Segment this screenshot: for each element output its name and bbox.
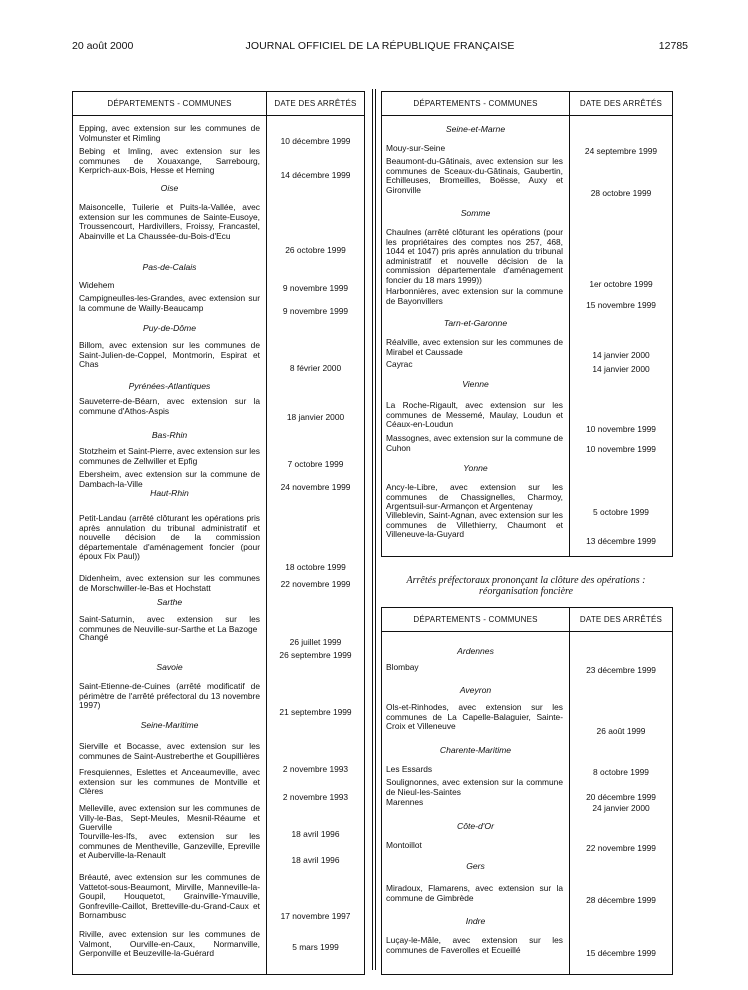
arrete-date: 2 novembre 1993 [282,764,349,774]
commune-entry: Soulignonnes, avec extension sur la commune de Nieul-les-Saintes [386,777,563,797]
arrete-date: 8 octobre 1999 [593,767,649,777]
commune-entry: Widehem [79,280,115,290]
commune-entry: Billom, avec extension sur les communes de Saint-Julien-de-Coppel, Montmorin, Espirat et Chas [79,340,260,370]
arrete-date: 18 avril 1996 [291,829,340,839]
commune-entry: Campigneulles-les-Grandes, avec extension sur la commune de Wailly-Beaucamp [79,293,260,313]
arrete-date: 17 novembre 1997 [280,911,351,921]
col-header-dates: DATE DES ARRÊTÉS [579,615,663,624]
page-header [72,40,688,56]
commune-entry: Harbonnières, avec extension sur la commune de Bayonvillers [386,286,563,306]
arrete-date: 28 décembre 1999 [586,895,656,905]
commune-entry: Ols-et-Rinhodes, avec extension sur les communes de La Capelle-Balaguier, Sainte-Croix et Villeneuve [386,702,563,732]
commune-entry: Sauveterre-de-Béarn, avec extension sur la commune d'Athos-Aspis [79,396,260,416]
right-bottom-table [381,607,673,975]
column-separator [266,92,267,974]
table-header [382,608,672,632]
commune-entry: Mouy-sur-Seine [386,143,446,153]
arrete-date: 24 novembre 1999 [280,482,351,492]
commune-entry: Sierville et Bocasse, avec extension sur les communes de Saint-Austreberthe et Goupillières [79,741,260,761]
department-heading: Côte-d'Or [457,821,494,831]
department-heading: Indre [465,916,486,926]
arrete-date: 7 octobre 1999 [287,459,344,469]
arrete-date: 15 novembre 1999 [586,300,656,310]
commune-entry: Cayrac [386,359,413,369]
arrete-date: 26 octobre 1999 [285,245,346,255]
commune-entry: Villeblevin, Saint-Agnan, avec extension sur les communes de Villethierry, Chaumont et Villeneuve-la-Guyard [386,510,563,540]
header-date: 20 août 2000 [72,40,134,52]
arrete-date: 10 novembre 1999 [586,424,656,434]
department-heading: Pyrénées-Atlantiques [128,381,211,391]
commune-entry: Massognes, avec extension sur la commune de Cuhon [386,433,563,453]
commune-entry: Fresquiennes, Eslettes et Anceaumeville, avec extension sur les communes de Montville et Clères [79,767,260,797]
department-heading: Aveyron [459,685,492,695]
commune-entry: Petit-Landau (arrêté clôturant les opérations pris après annulation du tribunal administratif et nouvelle décision de la commission départementale d'aménagement foncier (pour époux Fix Paul)) [79,513,260,562]
department-heading: Vienne [462,379,489,389]
caption-line: réorganisation foncière [479,586,573,597]
col-header-dates: DATE DES ARRÊTÉS [274,99,357,108]
commune-entry: La Roche-Rigault, avec extension sur les communes de Messemé, Maulay, Loudun et Céaux-en-Loudun [386,400,563,430]
commune-entry: Tourville-les-Ifs, avec extension sur les communes de Mentheville, Ganzeville, Epreville et Auberville-la-Renault [79,831,260,861]
department-heading: Savoie [156,662,183,672]
arrete-date: 2 novembre 1993 [282,792,349,802]
commune-entry: Changé [79,632,109,642]
arrete-date: 14 janvier 2000 [592,364,650,374]
commune-entry: Epping, avec extension sur les communes de Volmunster et Rimling [79,123,260,143]
commune-entry: Beaumont-du-Gâtinais, avec extension sur les communes de Sceaux-du-Gâtinais, Gaubertin, Echilleuses, Bromeilles, Boësse, Auxy et Gironville [386,156,563,195]
column-separator [569,92,570,556]
arrete-date: 1er octobre 1999 [589,279,653,289]
commune-entry: Marennes [386,797,424,807]
arrete-date: 14 décembre 1999 [280,170,351,180]
arrete-date: 18 avril 1996 [291,855,340,865]
commune-entry: Saint-Saturnin, avec extension sur les communes de Neuville-sur-Sarthe et La Bazoge [79,614,260,634]
col-header-dates: DATE DES ARRÊTÉS [579,99,663,108]
arrete-date: 15 décembre 1999 [586,948,656,958]
arrete-date: 26 septembre 1999 [279,650,352,660]
department-heading: Charente-Maritime [439,745,512,755]
arrete-date: 5 mars 1999 [292,942,339,952]
section-caption [381,575,671,597]
department-heading: Seine-Maritime [140,720,199,730]
department-heading: Somme [460,208,491,218]
department-heading: Seine-et-Marne [445,124,506,134]
left-table [72,91,365,975]
commune-entry: Blombay [386,662,419,672]
arrete-date: 9 novembre 1999 [282,283,349,293]
department-heading: Yonne [463,463,488,473]
arrete-date: 23 décembre 1999 [586,665,656,675]
arrete-date: 22 novembre 1999 [586,843,656,853]
commune-entry: Saint-Etienne-de-Cuines (arrêté modificatif de périmètre de l'arrêté préfectoral du 13 novembre 1997) [79,681,260,711]
arrete-date: 26 août 1999 [596,726,646,736]
page-number: 12785 [658,40,688,52]
col-header-communes: DÉPARTEMENTS - COMMUNES [107,99,232,108]
commune-entry: Stotzheim et Saint-Pierre, avec extension sur les communes de Zellwiller et Epfig [79,446,260,466]
column-divider [375,89,376,970]
arrete-date: 24 septembre 1999 [584,146,658,156]
commune-entry: Luçay-le-Mâle, avec extension sur les communes de Faverolles et Ecueillé [386,935,563,955]
arrete-date: 22 novembre 1999 [280,579,351,589]
arrete-date: 10 novembre 1999 [586,444,656,454]
arrete-date: 10 décembre 1999 [280,136,351,146]
column-separator [569,608,570,974]
department-heading: Oise [160,183,179,193]
col-header-communes: DÉPARTEMENTS - COMMUNES [413,99,538,108]
commune-entry: Les Essards [386,764,433,774]
department-heading: Ardennes [457,646,494,656]
arrete-date: 21 septembre 1999 [279,707,352,717]
arrete-date: 9 novembre 1999 [282,306,349,316]
col-header-communes: DÉPARTEMENTS - COMMUNES [413,615,538,624]
table-header [73,92,364,116]
column-divider [372,89,373,970]
commune-entry: Réalville, avec extension sur les communes de Mirabel et Caussade [386,337,563,357]
commune-entry: Maisoncelle, Tuilerie et Puits-la-Vallée, avec extension sur les communes de Sainte-Eusoye, Troussencourt, Hardivillers, Froissy, Francastel, Abainville et La Chaussée-du-Bois-d'Ecu [79,202,260,241]
department-heading: Puy-de-Dôme [142,323,196,333]
arrete-date: 28 octobre 1999 [590,188,652,198]
department-heading: Tarn-et-Garonne [443,318,508,328]
department-heading: Pas-de-Calais [142,262,197,272]
journal-title: JOURNAL OFFICIEL DE LA RÉPUBLIQUE FRANÇAISE [245,40,515,52]
caption-line: Arrêtés préfectoraux prononçant la clôture des opérations : [406,575,646,586]
commune-entry: Miradoux, Flamarens, avec extension sur la commune de Gimbrède [386,883,563,903]
arrete-date: 26 juillet 1999 [289,637,342,647]
arrete-date: 5 octobre 1999 [593,507,649,517]
department-heading: Bas-Rhin [151,430,188,440]
right-top-table [381,91,673,557]
commune-entry: Riville, avec extension sur les communes de Valmont, Ourville-en-Caux, Normanville, Gerponville et Beuzeville-la-Guérard [79,929,260,959]
commune-entry: Ancy-le-Libre, avec extension sur les communes de Chassignelles, Charmoy, Argentsuil-sur-Armançon et Argentenay [386,482,563,512]
arrete-date: 8 février 2000 [289,363,342,373]
arrete-date: 18 janvier 2000 [286,412,345,422]
arrete-date: 14 janvier 2000 [592,350,650,360]
arrete-date: 24 janvier 2000 [592,803,650,813]
commune-entry: Bréauté, avec extension sur les communes de Vattetot-sous-Beaumont, Mirville, Manneville-la-Goupil, Houquetot, Grainville-Ymauville, Gonfreville-Caillot, Bretteville-du-Grand-Caux et Bornambusc [79,872,260,921]
department-heading: Sarthe [156,597,183,607]
table-header [382,92,672,116]
arrete-date: 18 octobre 1999 [285,562,346,572]
commune-entry: Bebing et Imling, avec extension sur les communes de Xouaxange, Sarrebourg, Kerprich-aux-Bois, Hesse et Heming [79,146,260,176]
commune-entry: Didenheim, avec extension sur les communes de Morschwiller-le-Bas et Hochstatt [79,573,260,593]
department-heading: Gers [466,861,485,871]
department-heading: Haut-Rhin [150,488,189,498]
arrete-date: 13 décembre 1999 [586,536,656,546]
arrete-date: 20 décembre 1999 [586,792,656,802]
commune-entry: Melleville, avec extension sur les communes de Villy-le-Bas, Sept-Meules, Mesnil-Réaume et Guerville [79,803,260,833]
commune-entry: Chaulnes (arrêté clôturant les opérations (pour les propriétaires des comptes nos 257, 468, 1044 et 1047) pris après annulation du tribunal administratif et nouvelle décision de la commission départementale d'aménagement foncier du 18 mars 1999)) [386,227,563,285]
commune-entry: Montoillot [386,840,422,850]
commune-entry: Ebersheim, avec extension sur la commune de Dambach-la-Ville [79,469,260,489]
